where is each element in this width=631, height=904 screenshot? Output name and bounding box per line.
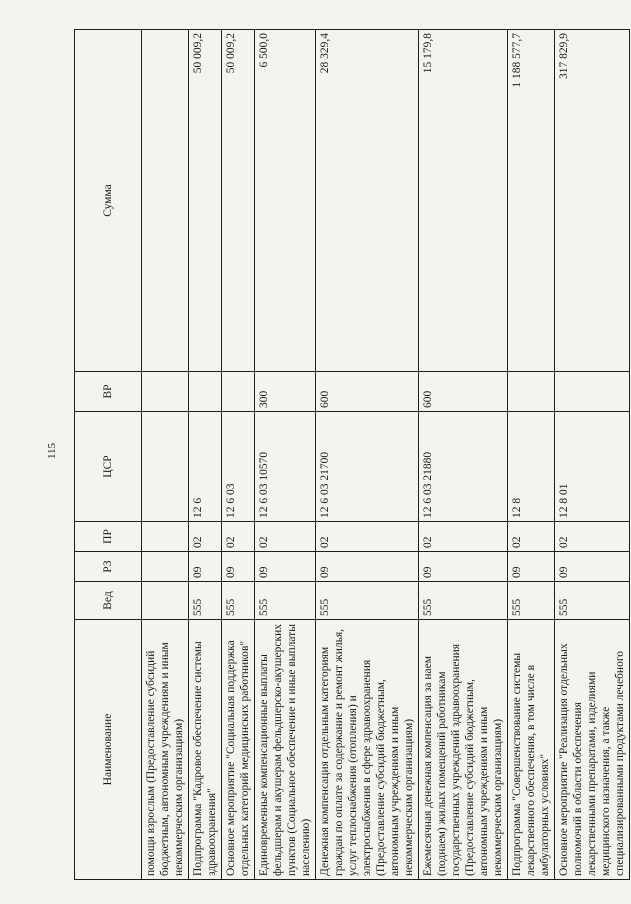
page-number: 115 — [46, 442, 58, 460]
cell-pr: 02 — [255, 522, 316, 552]
budget-table — [74, 29, 630, 880]
header-vr: ВР — [75, 372, 142, 412]
table-row — [419, 30, 508, 880]
table-row — [222, 30, 255, 880]
header-name: Наименование — [75, 620, 142, 880]
table-row — [255, 30, 316, 880]
cell-ved: 555 — [419, 582, 508, 620]
cell-ved: 555 — [555, 582, 630, 620]
header-rz: РЗ — [75, 552, 142, 582]
header-sum: Сумма — [75, 30, 142, 372]
cell-rz: 09 — [255, 552, 316, 582]
cell-pr: 02 — [222, 522, 255, 552]
cell-sum: 6 500,0 — [255, 30, 316, 372]
header-ved: Вед — [75, 582, 142, 620]
cell-csr: 12 6 03 21700 — [316, 412, 419, 522]
cell-rz: 09 — [316, 552, 419, 582]
table-row — [142, 30, 189, 880]
cell-sum: 317 829,9 — [555, 30, 630, 372]
cell-csr: 12 6 03 21880 — [419, 412, 508, 522]
cell-sum: 15 179,8 — [419, 30, 508, 372]
table-row — [189, 30, 222, 880]
table-row — [555, 30, 630, 880]
header-pr: ПР — [75, 522, 142, 552]
cell-rz: 09 — [508, 552, 555, 582]
cell-pr: 02 — [189, 522, 222, 552]
table-row — [508, 30, 555, 880]
cell-vr: 600 — [419, 372, 508, 412]
cell-vr — [508, 372, 555, 412]
cell-vr — [555, 372, 630, 412]
table-row — [316, 30, 419, 880]
cell-vr: 600 — [316, 372, 419, 412]
cell-pr — [142, 522, 189, 552]
cell-rz: 09 — [555, 552, 630, 582]
cell-ved: 555 — [189, 582, 222, 620]
cell-csr — [142, 412, 189, 522]
cell-ved: 555 — [508, 582, 555, 620]
cell-ved: 555 — [255, 582, 316, 620]
cell-pr: 02 — [419, 522, 508, 552]
cell-sum — [142, 30, 189, 372]
cell-sum: 50 009,2 — [222, 30, 255, 372]
cell-rz: 09 — [419, 552, 508, 582]
cell-sum: 50 009,2 — [189, 30, 222, 372]
cell-ved — [142, 582, 189, 620]
cell-vr — [142, 372, 189, 412]
cell-name: Основное мероприятие "Социальная поддержка отдельных категорий медицинских работников" — [222, 620, 255, 880]
cell-csr: 12 8 01 — [555, 412, 630, 522]
cell-name: Ежемесячная денежная компенсация за наем (поднаем) жилых помещений работникам государственных учреждений здравоохранения (Предоставление субсидий бюджетным, автономным учреждениям и иным некоммерческим организациям) — [419, 620, 508, 880]
cell-vr: 300 — [255, 372, 316, 412]
cell-sum: 28 329,4 — [316, 30, 419, 372]
cell-name: помощи взрослым (Предоставление субсидий бюджетным, автономным учреждениям и иным некоммерческим организациям) — [142, 620, 189, 880]
cell-csr: 12 6 03 — [222, 412, 255, 522]
cell-name: Основное мероприятие "Реализация отдельных полномочий в области обеспечения лекарственными препаратами, изделиями медицинского назначения, а также специализированными продуктами лечебного — [555, 620, 630, 880]
cell-rz: 09 — [222, 552, 255, 582]
cell-vr — [222, 372, 255, 412]
cell-csr: 12 8 — [508, 412, 555, 522]
cell-rz: 09 — [189, 552, 222, 582]
header-row — [75, 30, 142, 880]
cell-name: Подпрограмма "Совершенствование системы лекарственного обеспечения, в том числе в амбулаторных условиях" — [508, 620, 555, 880]
cell-csr: 12 6 03 10570 — [255, 412, 316, 522]
header-csr: ЦСР — [75, 412, 142, 522]
cell-vr — [189, 372, 222, 412]
cell-csr: 12 6 — [189, 412, 222, 522]
cell-pr: 02 — [508, 522, 555, 552]
budget-table-rotated — [74, 30, 626, 880]
cell-ved: 555 — [222, 582, 255, 620]
cell-pr: 02 — [555, 522, 630, 552]
cell-ved: 555 — [316, 582, 419, 620]
cell-pr: 02 — [316, 522, 419, 552]
cell-name: Единовременные компенсационные выплаты фельдшерам и акушерам фельдшерско-акушерских пунктов (Социальное обеспечение и иные выплаты населению) — [255, 620, 316, 880]
cell-rz — [142, 552, 189, 582]
cell-name: Денежная компенсация отдельным категориям граждан по оплате за содержание и ремонт жилья, услуг теплоснабжения (отопления) и электроснабжения в сфере здравоохранения (Предоставление субсидий бюджетным, автономным учреждениям и иным некоммерческим организациям) — [316, 620, 419, 880]
cell-sum: 1 188 577,7 — [508, 30, 555, 372]
cell-name: Подпрограмма "Кадровое обеспечение системы здравоохранения" — [189, 620, 222, 880]
